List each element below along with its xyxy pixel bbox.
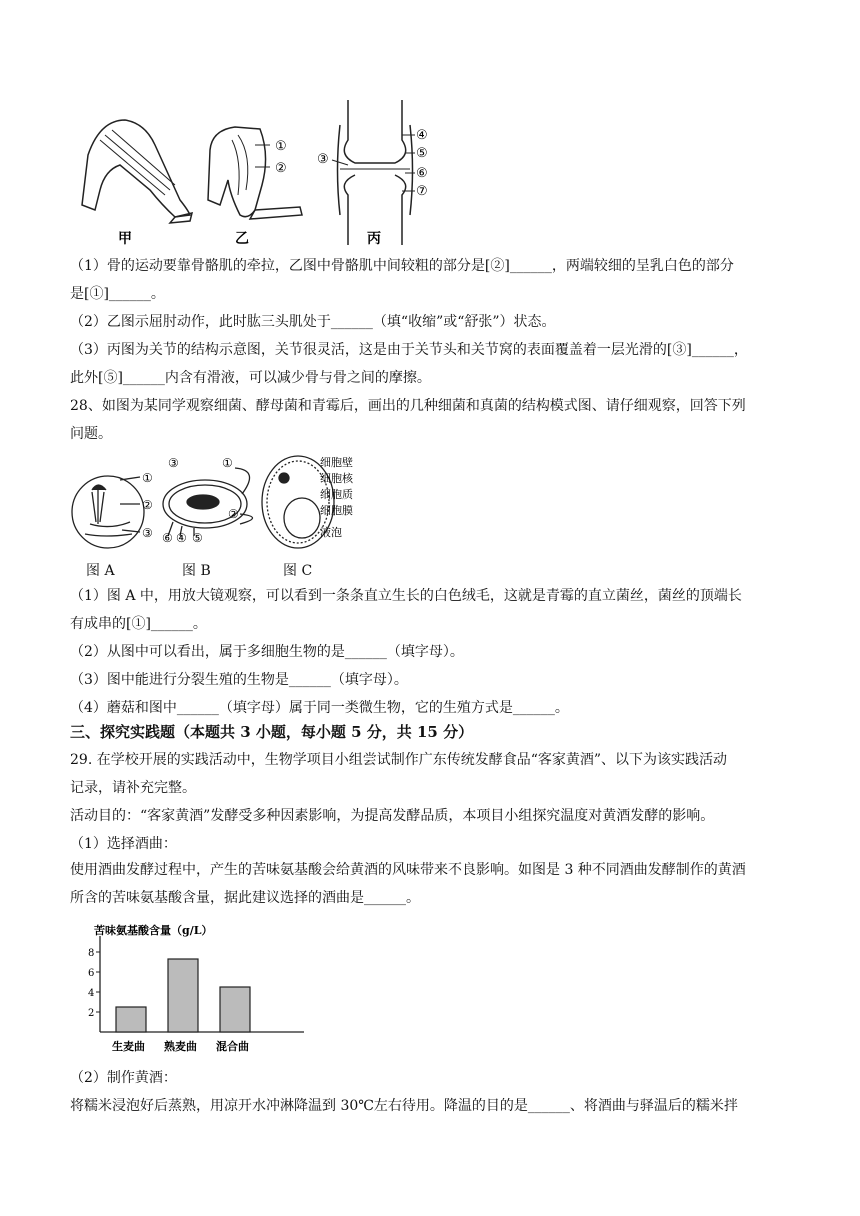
x-tick-label-2: 混合曲 [216,1040,249,1053]
bacterium-diagram [163,468,253,536]
q28-part3: （3）图中能进行分裂生殖的生物是______（填字母）。 [70,672,408,688]
y-tick-label-0: 2 [88,1008,95,1019]
q27-part1-line1: （1）骨的运动要靠骨骼肌的牵拉，乙图中骨骼肌中间较粗的部分是[②]______，两端较细的呈乳白色的部分 [70,258,734,274]
y-tick-label-3: 8 [88,948,95,959]
chart-title: 苦味氨基酸含量（g/L） [94,924,213,937]
q29-stem-line1: 29. 在学校开展的实践活动中，生物学项目小组尝试制作广东传统发酵食品“客家黄酒”、以下为该实践活动 [70,752,728,768]
caption-fig-a: 图 A [86,563,115,579]
q27-part2: （2）乙图示屈肘动作，此时肱三头肌处于______（填“收缩”或“舒张”）状态。 [70,314,556,330]
q28-stem-line1: 28、如图为某同学观察细菌、酵母菌和青霉后，画出的几种细菌和真菌的结构模式图、请仔细观察，回答下列 [70,398,746,414]
marker-b6: ⑥ [162,531,173,545]
marker-5: ⑤ [416,146,428,161]
section-3-title: 三、探究实践题（本题共 3 小题，每小题 5 分，共 15 分） [70,723,474,741]
q28-part1-line1: （1）图 A 中，用放大镜观察，可以看到一条条直立生长的白色绒毛，这就是青霉的直立菌丝，菌丝的顶端长 [70,588,742,604]
caption-fig-c: 图 C [283,563,313,579]
yeast-label-membrane: 细胞膜 [320,504,353,517]
q27-part1-line2: 是[①]______。 [70,286,165,302]
marker-a2: ② [142,498,153,512]
label-bing: 丙 [367,231,381,247]
label-yi: 乙 [235,231,249,247]
marker-b4: ④ [176,531,187,545]
bar-chart-svg [72,920,322,1060]
microbe-figure [70,452,390,557]
q27-part3-line1: （3）丙图为关节的结构示意图，关节很灵活，这是由于关节头和关节窝的表面覆盖着一层光滑的[③]______， [70,342,748,358]
y-tick-label-2: 6 [88,968,95,979]
marker-3: ③ [317,152,329,167]
x-tick-label-0: 生麦曲 [112,1040,145,1053]
caption-fig-b: 图 B [182,563,211,579]
q29-step1-title: （1）选择酒曲： [70,836,177,852]
label-jia: 甲 [118,231,132,247]
marker-7: ⑦ [416,184,428,199]
q28-stem-line2: 问题。 [70,426,112,442]
marker-b3: ③ [168,456,179,470]
marker-b2: ② [228,507,239,521]
joint-diagram-bing [332,100,415,245]
muscle-joint-figure [70,95,440,250]
q29-goal: 活动目的：“客家黄酒”发酵受多种因素影响，为提高发酵品质，本项目小组探究温度对黄酒发酵的影响。 [70,808,715,824]
marker-2: ② [275,161,287,176]
x-tick-label-1: 熟麦曲 [164,1040,197,1053]
q29-stem-line2: 记录，请补充完整。 [70,780,196,796]
yeast-label-cytoplasm: 细胞质 [320,488,353,501]
marker-a1: ① [142,471,153,485]
marker-a3: ③ [142,526,153,540]
q28-part4: （4）蘑菇和图中______（填字母）属于同一类微生物，它的生殖方式是______。 [70,700,569,716]
q27-part3-line2: 此外[⑤]______内含有滑液，可以减少骨与骨之间的摩擦。 [70,370,431,386]
q28-part2: （2）从图中可以看出，属于多细胞生物的是______（填字母）。 [70,644,464,660]
q29-step1-text-line1: 使用酒曲发酵过程中，产生的苦味氨基酸会给黄酒的风味带来不良影响。如图是 3 种不同酒曲发酵制作的黄酒 [70,862,746,878]
bitter-amino-acid-chart [72,920,322,1060]
arm-diagram-yi [208,127,302,219]
yeast-label-cell-wall: 细胞壁 [320,456,353,469]
bar-1 [168,959,198,1032]
arm-diagram-jia [82,120,192,223]
microbe-diagram [70,452,390,557]
penicillium-diagram [72,476,144,548]
q28-part1-line2: 有成串的[①]______。 [70,616,207,632]
marker-b5: ⑤ [192,531,203,545]
yeast-label-nucleus: 细胞核 [320,472,353,485]
marker-b1: ① [222,456,233,470]
q29-step1-text-line2: 所含的苦味氨基酸含量，据此建议选择的酒曲是______。 [70,890,420,906]
q29-step2-text: 将糯米浸泡好后蒸熟，用凉开水冲淋降温到 30℃左右待用。降温的目的是______、将酒曲与驿温后的糯米拌 [70,1098,738,1114]
y-tick-label-1: 4 [88,988,95,999]
muscle-joint-diagram [70,95,440,250]
bar-2 [220,987,250,1032]
marker-4: ④ [416,128,428,143]
q29-step2-title: （2）制作黄酒： [70,1070,177,1086]
marker-1: ① [275,139,287,154]
marker-6: ⑥ [416,166,428,181]
bar-0 [116,1007,146,1032]
yeast-label-vacuole: 液泡 [320,526,342,539]
